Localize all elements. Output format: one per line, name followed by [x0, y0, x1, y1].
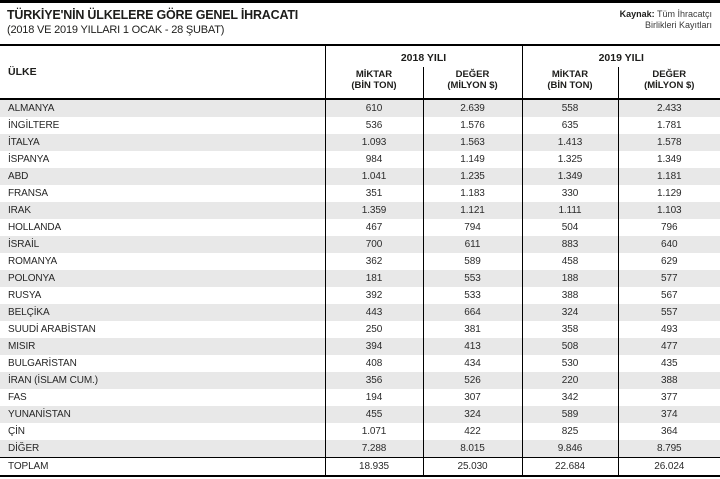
value-2018-cell: 1.563 — [423, 134, 522, 151]
page-title: TÜRKİYE'NİN ÜLKELERE GÖRE GENEL İHRACATI — [7, 8, 299, 22]
table-row — [0, 99, 720, 117]
country-cell: ÇİN — [0, 423, 325, 440]
table-row — [0, 236, 720, 253]
table-row — [0, 151, 720, 168]
country-cell: RUSYA — [0, 287, 325, 304]
value-2019-cell: 388 — [661, 375, 678, 386]
table-row — [0, 253, 720, 270]
table-row — [0, 168, 720, 185]
qty-unit: (BİN TON) — [547, 80, 593, 91]
table-row — [0, 406, 720, 423]
qty-2019-cell: 635 — [522, 117, 618, 134]
qty-2019-cell: 1.111 — [522, 202, 618, 219]
table-row — [0, 134, 720, 151]
qty-2019-cell: 1.413 — [522, 134, 618, 151]
column-group-2019: 2019 YILI — [598, 51, 644, 64]
value-2018-cell: 1.149 — [423, 151, 522, 168]
value-unit: (MİLYON $) — [644, 80, 695, 91]
table-row — [0, 338, 720, 355]
value-2018-cell: 324 — [423, 406, 522, 423]
source-note — [620, 8, 712, 31]
qty-2018-cell: 351 — [325, 185, 423, 202]
value-2018-cell: 589 — [423, 253, 522, 270]
qty-2018-cell: 1.071 — [325, 423, 423, 440]
country-cell: POLONYA — [0, 270, 325, 287]
year-group-row — [0, 45, 720, 67]
source-label: Kaynak: — [619, 9, 655, 19]
value-2019-cell: 477 — [661, 341, 678, 352]
value-2019-cell: 557 — [661, 307, 678, 318]
value-2019-cell: 1.103 — [656, 205, 682, 216]
qty-2018-cell: 984 — [325, 151, 423, 168]
country-cell: ROMANYA — [0, 253, 325, 270]
table-row — [0, 287, 720, 304]
qty-2018-cell: 250 — [325, 321, 423, 338]
table-row — [0, 185, 720, 202]
value-2019-cell: 435 — [661, 358, 678, 369]
table-row — [0, 423, 720, 440]
value-2019-cell: 577 — [661, 273, 678, 284]
country-cell: İRAN (İSLAM CUM.) — [0, 372, 325, 389]
column-header-value-2018 — [423, 67, 522, 99]
qty-2018-cell: 194 — [325, 389, 423, 406]
column-header-value-2019 — [618, 67, 720, 99]
table-row — [0, 270, 720, 287]
value-2018-cell: 25.030 — [423, 458, 522, 477]
country-cell: DİĞER — [0, 440, 325, 458]
qty-2018-cell: 610 — [325, 99, 423, 117]
country-cell: ABD — [0, 168, 325, 185]
value-2019-cell: 1.578 — [656, 137, 682, 148]
qty-2019-cell: 388 — [522, 287, 618, 304]
table-row — [0, 304, 720, 321]
country-cell: YUNANİSTAN — [0, 406, 325, 423]
value-2019-cell: 629 — [661, 256, 678, 267]
qty-2018-cell: 443 — [325, 304, 423, 321]
value-label: DEĞER — [652, 69, 687, 80]
column-header-country: ÜLKE — [0, 45, 325, 99]
value-2019-cell: 1.129 — [656, 188, 682, 199]
value-2018-cell: 413 — [423, 338, 522, 355]
qty-2019-cell: 330 — [522, 185, 618, 202]
country-cell: İSRAİL — [0, 236, 325, 253]
qty-2019-cell: 188 — [522, 270, 618, 287]
table-header — [0, 45, 720, 99]
column-group-2018: 2018 YILI — [325, 45, 522, 67]
value-2019-cell: 640 — [661, 239, 678, 250]
qty-unit: (BİN TON) — [351, 80, 397, 91]
value-2019-cell: 377 — [661, 392, 678, 403]
qty-2019-cell: 1.325 — [522, 151, 618, 168]
table-row — [0, 355, 720, 372]
country-cell: FRANSA — [0, 185, 325, 202]
country-cell: ALMANYA — [0, 99, 325, 117]
page-subtitle: (2018 VE 2019 YILLARI 1 OCAK - 28 ŞUBAT) — [7, 24, 225, 36]
value-2019-cell: 374 — [661, 409, 678, 420]
qty-2018-cell: 18.935 — [325, 458, 423, 477]
qty-2018-cell: 536 — [325, 117, 423, 134]
header — [0, 3, 720, 44]
country-cell: FAS — [0, 389, 325, 406]
qty-2018-cell: 181 — [325, 270, 423, 287]
value-2019-cell: 567 — [661, 290, 678, 301]
country-cell: TOPLAM — [0, 458, 325, 477]
value-2018-cell: 553 — [423, 270, 522, 287]
qty-2018-cell: 1.041 — [325, 168, 423, 185]
table-row — [0, 440, 720, 458]
qty-2019-cell: 589 — [522, 406, 618, 423]
value-unit: (MİLYON $) — [447, 80, 498, 91]
qty-label: MİKTAR — [355, 69, 393, 80]
value-2018-cell: 8.015 — [423, 440, 522, 458]
qty-2019-cell: 1.349 — [522, 168, 618, 185]
table-row — [0, 117, 720, 134]
table-body — [0, 99, 720, 476]
table-row — [0, 458, 720, 477]
export-data-table — [0, 44, 720, 477]
value-2019-cell: 493 — [661, 324, 678, 335]
country-cell: İSPANYA — [0, 151, 325, 168]
qty-2018-cell: 1.359 — [325, 202, 423, 219]
value-2019-cell: 1.781 — [656, 120, 682, 131]
table-row — [0, 389, 720, 406]
qty-2018-cell: 408 — [325, 355, 423, 372]
value-2019-cell: 796 — [661, 222, 678, 233]
value-2018-cell: 533 — [423, 287, 522, 304]
value-2018-cell: 1.183 — [423, 185, 522, 202]
qty-2019-cell: 825 — [522, 423, 618, 440]
value-2018-cell: 1.121 — [423, 202, 522, 219]
qty-2019-cell: 220 — [522, 372, 618, 389]
qty-2018-cell: 356 — [325, 372, 423, 389]
value-2018-cell: 794 — [423, 219, 522, 236]
qty-2018-cell: 700 — [325, 236, 423, 253]
value-2018-cell: 526 — [423, 372, 522, 389]
value-2018-cell: 434 — [423, 355, 522, 372]
qty-2018-cell: 392 — [325, 287, 423, 304]
qty-label: MİKTAR — [551, 69, 589, 80]
value-2018-cell: 422 — [423, 423, 522, 440]
table-row — [0, 321, 720, 338]
table-row — [0, 202, 720, 219]
country-cell: BULGARİSTAN — [0, 355, 325, 372]
value-2018-cell: 1.235 — [423, 168, 522, 185]
value-2019-cell: 364 — [661, 426, 678, 437]
source-line-2: Birlikleri Kayıtları — [644, 20, 712, 30]
value-2019-cell: 26.024 — [654, 461, 685, 472]
value-2018-cell: 1.576 — [423, 117, 522, 134]
qty-2019-cell: 342 — [522, 389, 618, 406]
title-block — [7, 8, 298, 36]
value-2018-cell: 2.639 — [423, 99, 522, 117]
qty-2019-cell: 558 — [522, 99, 618, 117]
country-cell: HOLLANDA — [0, 219, 325, 236]
qty-2019-cell: 358 — [522, 321, 618, 338]
value-label: DEĞER — [455, 69, 490, 80]
column-header-qty-2018 — [325, 67, 423, 99]
country-cell: İNGİLTERE — [0, 117, 325, 134]
value-2019-cell: 1.181 — [656, 171, 682, 182]
value-2018-cell: 664 — [423, 304, 522, 321]
qty-2019-cell: 9.846 — [522, 440, 618, 458]
qty-2018-cell: 455 — [325, 406, 423, 423]
value-2019-cell: 8.795 — [656, 443, 682, 454]
value-2018-cell: 381 — [423, 321, 522, 338]
qty-2019-cell: 883 — [522, 236, 618, 253]
country-cell: MISIR — [0, 338, 325, 355]
qty-2018-cell: 394 — [325, 338, 423, 355]
column-header-qty-2019 — [522, 67, 618, 99]
qty-2019-cell: 508 — [522, 338, 618, 355]
country-cell: BELÇİKA — [0, 304, 325, 321]
qty-2019-cell: 458 — [522, 253, 618, 270]
qty-2018-cell: 1.093 — [325, 134, 423, 151]
qty-2018-cell: 7.288 — [325, 440, 423, 458]
qty-2018-cell: 467 — [325, 219, 423, 236]
value-2019-cell: 2.433 — [656, 103, 682, 114]
qty-2019-cell: 324 — [522, 304, 618, 321]
source-line-1 — [620, 9, 712, 20]
value-2018-cell: 307 — [423, 389, 522, 406]
qty-2019-cell: 530 — [522, 355, 618, 372]
country-cell: İTALYA — [0, 134, 325, 151]
qty-2019-cell: 504 — [522, 219, 618, 236]
qty-2019-cell: 22.684 — [522, 458, 618, 477]
table-row — [0, 372, 720, 389]
qty-2018-cell: 362 — [325, 253, 423, 270]
source-text-1: Tüm İhracatçı — [656, 9, 712, 19]
country-cell: IRAK — [0, 202, 325, 219]
table-row — [0, 219, 720, 236]
value-2019-cell: 1.349 — [656, 154, 682, 165]
country-cell: SUUDİ ARABİSTAN — [0, 321, 325, 338]
value-2018-cell: 611 — [423, 236, 522, 253]
